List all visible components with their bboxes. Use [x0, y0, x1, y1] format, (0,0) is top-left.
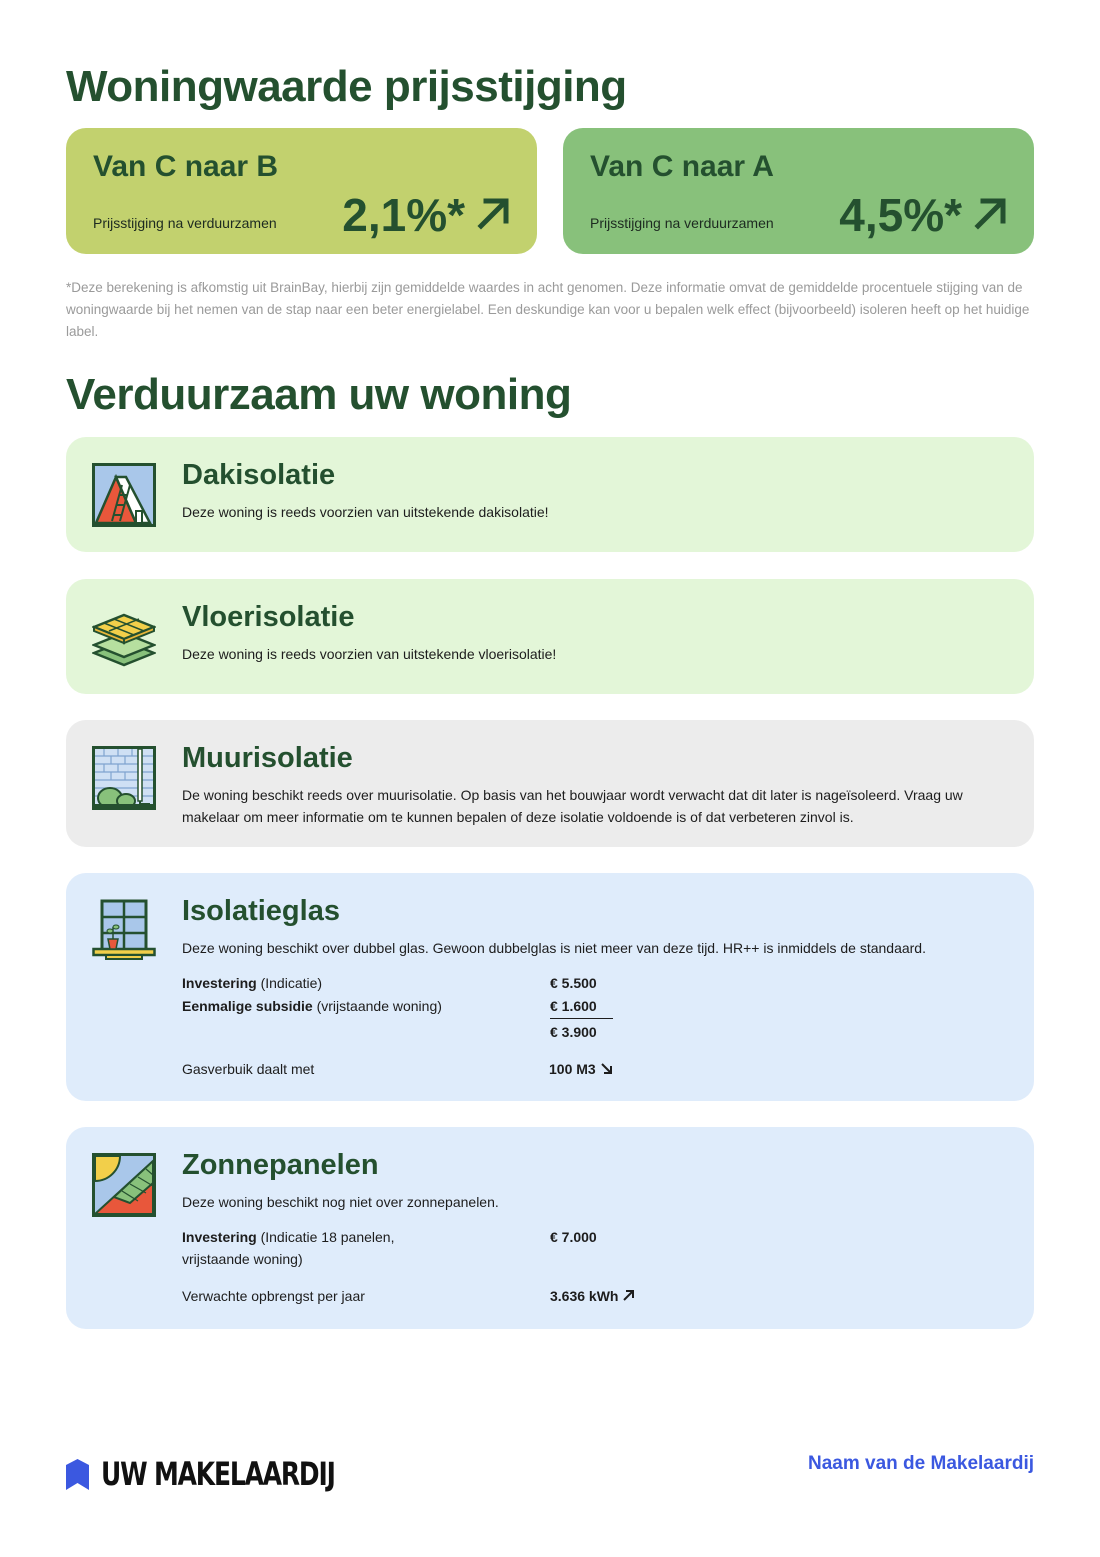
brainbay-footnote: *Deze berekening is afkomstig uit BrainBay, hierbij zijn gemiddelde waardes in acht genomen. Deze informatie omvat de gemiddelde procentuele stijging van de woningwaarde bij het nemen van de stap naar een beter energielabel. Een deskundige kan voor u bepalen welk effect (bijvoorbeeld) isoleren heeft op het huidige label.	[66, 280, 1030, 339]
investment-label: Investering (Indicatie 18 panelen, vrijstaande woning)	[182, 1229, 395, 1267]
net-investment-value: € 3.900	[550, 1024, 597, 1040]
label-card-percent: 2,1%*	[342, 189, 465, 241]
investment-label: Investering (Indicatie)	[182, 975, 323, 991]
wall-insulation-icon	[92, 746, 156, 810]
measure-description: De woning beschikt reeds over muurisolatie. Op basis van het bouwjaar wordt verwacht dat dit later is nageïsoleerd. Vraag uw makelaar om meer informatie om te kunnen bepalen of deze isolatie voldoende is of dat verbeteren zinvol is.	[182, 787, 963, 825]
price-increase-title: Woningwaarde prijsstijging	[66, 62, 627, 111]
brand-name: UW MAKELAARDIJ	[101, 1455, 335, 1493]
measure-description: Deze woning beschikt over dubbel glas. Gewoon dubbelglas is niet meer van deze tijd. HR++ is inmiddels de standaard.	[182, 940, 926, 956]
label-card-c-to-a	[563, 128, 1034, 254]
sum-divider	[550, 1018, 613, 1019]
measure-description: Deze woning is reeds voorzien van uitstekende dakisolatie!	[182, 504, 549, 520]
label-card-subtitle: Prijsstijging na verduurzamen	[93, 215, 277, 231]
arrow-up-right-icon	[622, 1289, 635, 1302]
arrow-down-right-icon	[600, 1062, 613, 1075]
gas-reduction-value: 100 M3	[549, 1058, 613, 1080]
label-card-c-to-b	[66, 128, 537, 254]
brand-logo	[66, 1456, 401, 1492]
label-card-title: Van C naar B	[93, 150, 279, 183]
measure-panel-solar	[66, 1127, 1034, 1329]
investment-value: € 5.500	[550, 975, 597, 991]
measure-description: Deze woning beschikt nog niet over zonnepanelen.	[182, 1194, 499, 1210]
arrow-up-right-icon	[972, 194, 1010, 232]
arrow-up-right-icon	[475, 194, 513, 232]
solar-panels-icon	[92, 1153, 156, 1217]
measure-title: Dakisolatie	[182, 459, 336, 491]
measure-title: Muurisolatie	[182, 742, 353, 774]
measure-title: Isolatieglas	[182, 895, 340, 927]
label-card-subtitle: Prijsstijging na verduurzamen	[590, 215, 774, 231]
logo-mark-icon	[66, 1459, 89, 1490]
sustainability-title: Verduurzaam uw woning	[66, 370, 572, 419]
roof-insulation-icon	[92, 463, 156, 527]
measure-panel-floor	[66, 579, 1034, 694]
measure-panel-roof	[66, 437, 1034, 552]
gas-reduction-label: Gasverbuik daalt met	[182, 1061, 315, 1077]
insulated-glass-icon	[92, 899, 156, 963]
agency-name: Naam van de Makelaardij	[808, 1453, 1034, 1474]
expected-yield-label: Verwachte opbrengst per jaar	[182, 1288, 365, 1304]
measure-panel-wall	[66, 720, 1034, 847]
measure-title: Zonnepanelen	[182, 1149, 379, 1181]
floor-insulation-icon	[92, 605, 156, 669]
investment-value: € 7.000	[550, 1229, 597, 1245]
measure-panel-glass	[66, 873, 1034, 1101]
label-card-percent: 4,5%*	[839, 189, 962, 241]
measure-description: Deze woning is reeds voorzien van uitstekende vloerisolatie!	[182, 646, 557, 662]
expected-yield-value: 3.636 kWh	[550, 1285, 635, 1307]
label-card-title: Van C naar A	[590, 150, 774, 183]
subsidy-label: Eenmalige subsidie (vrijstaande woning)	[182, 998, 442, 1014]
measure-title: Vloerisolatie	[182, 601, 355, 633]
subsidy-value: € 1.600	[550, 998, 597, 1014]
